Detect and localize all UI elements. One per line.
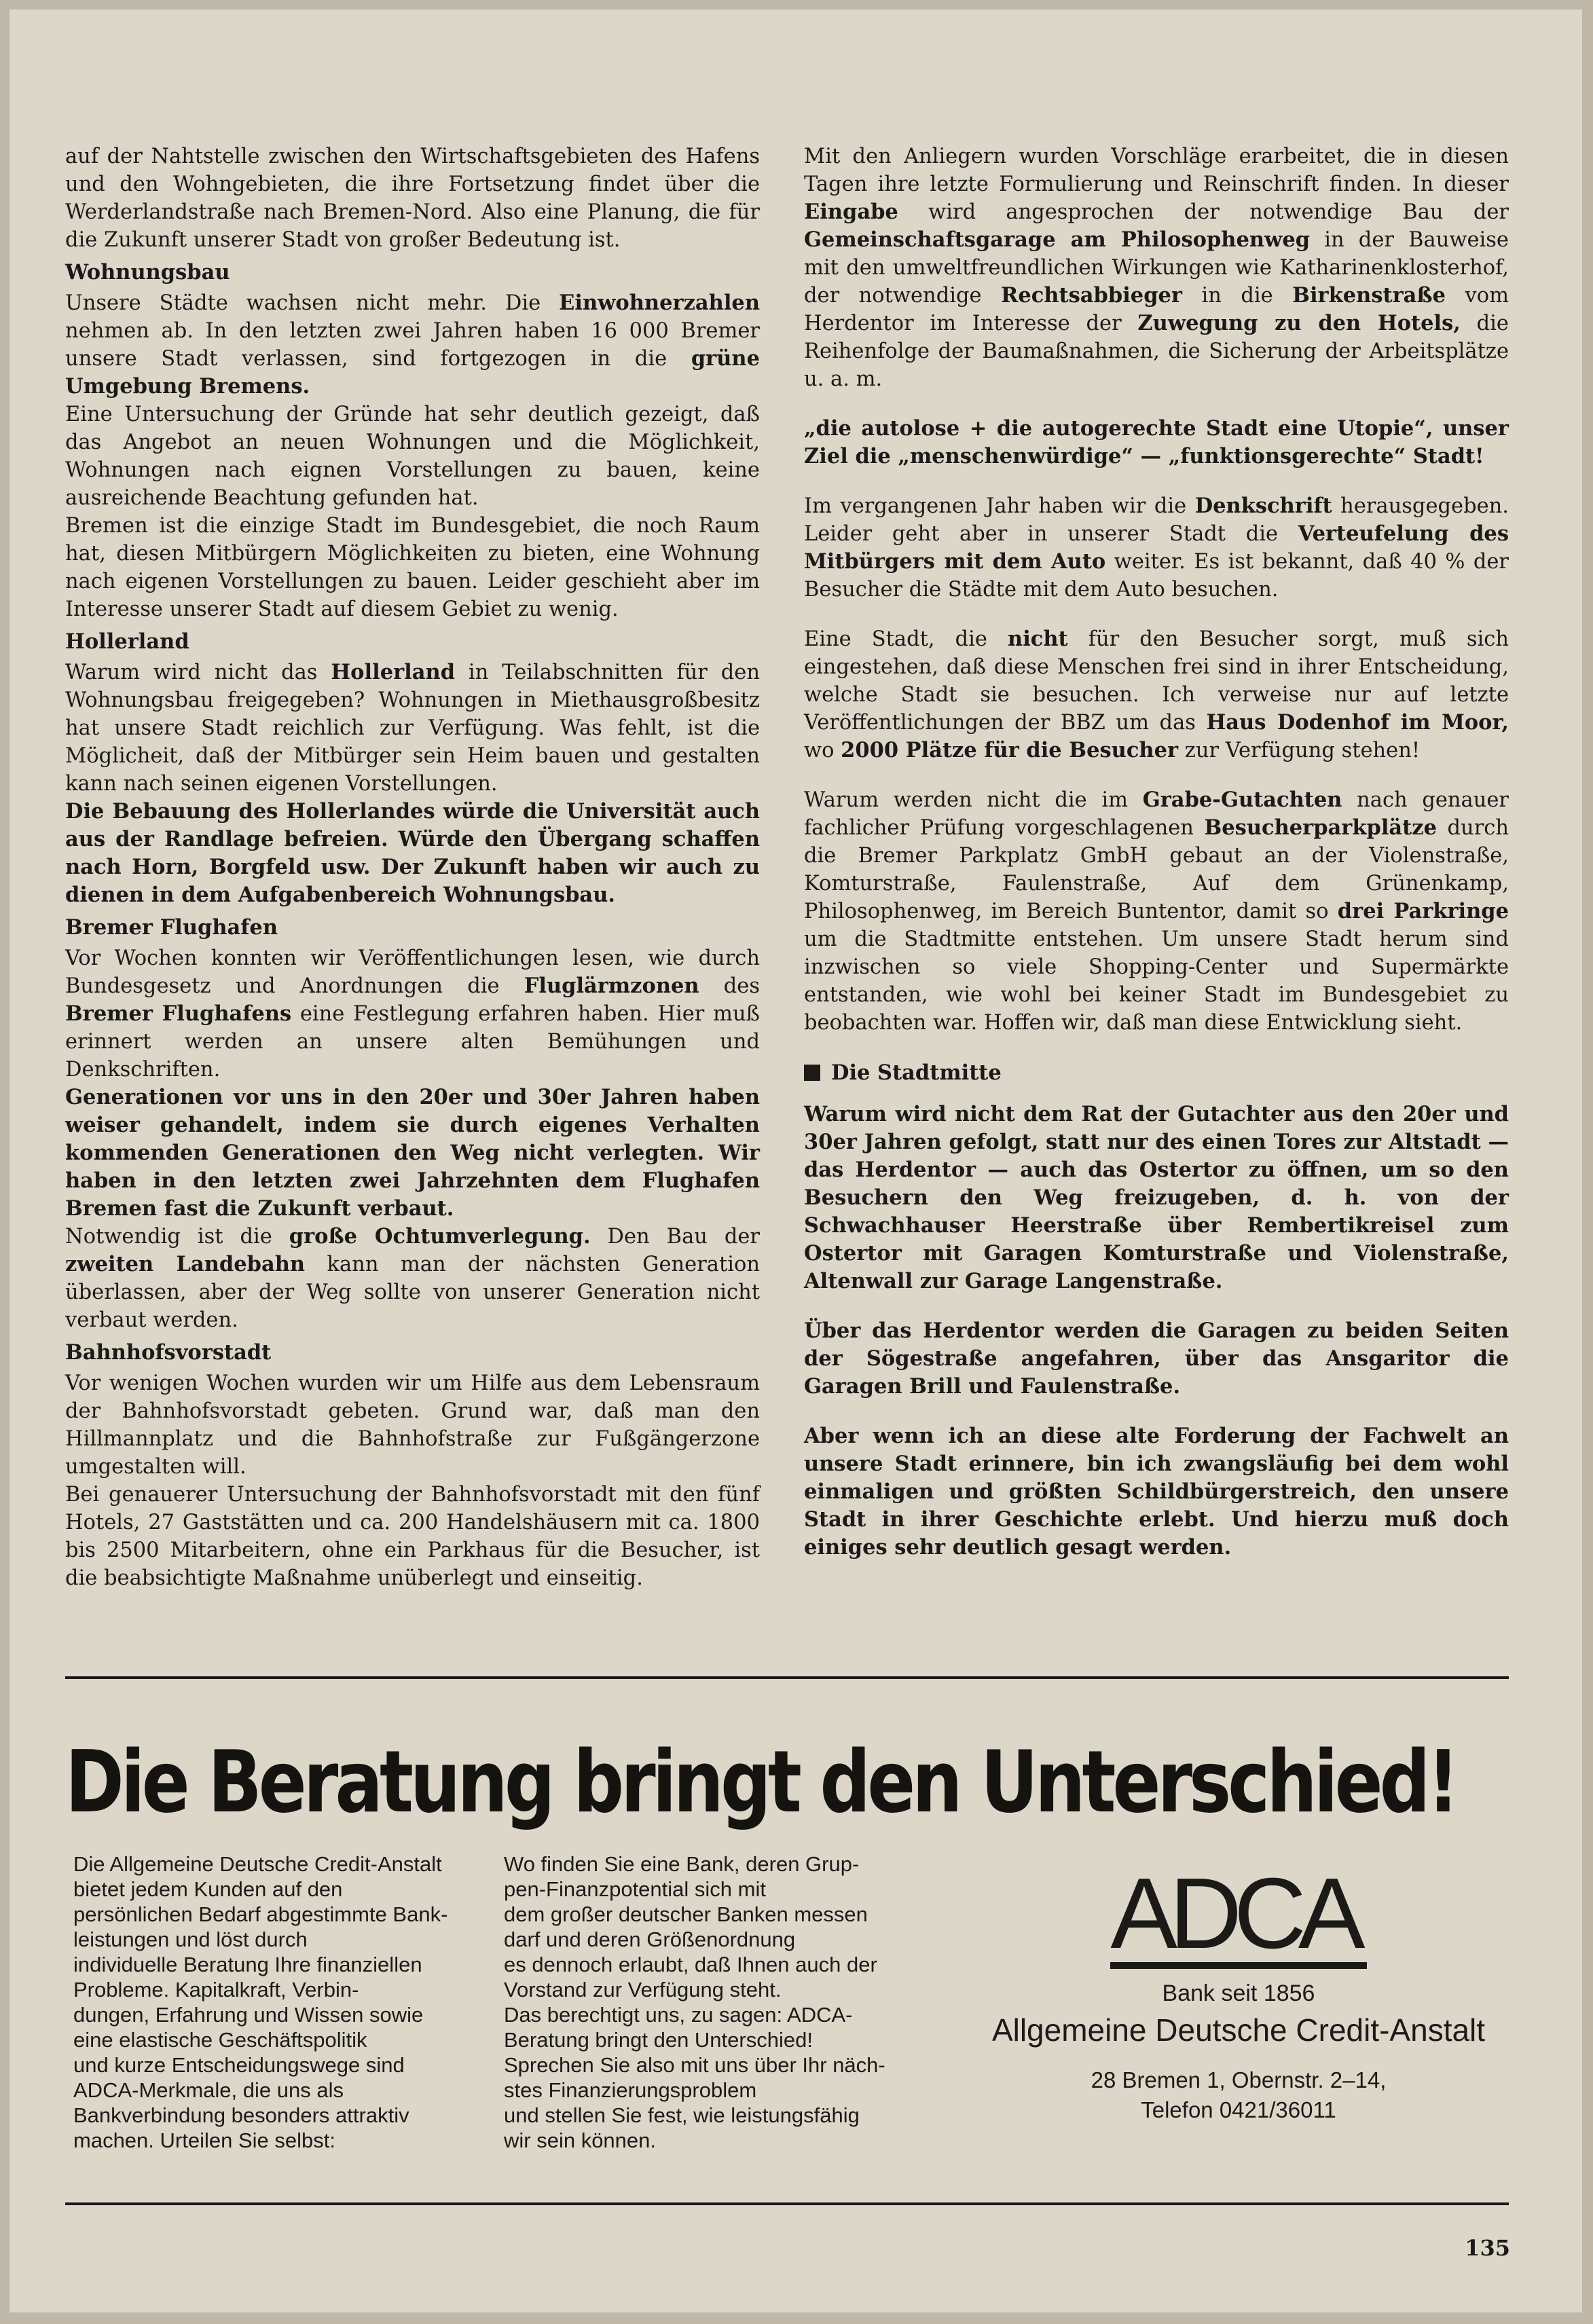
ad-text-line: pen-Finanzpotential sich mit xyxy=(504,1877,766,1901)
anlieger-paragraph: Mit den Anliegern wurden Vorschläge erarbeitet, die in diesen Tagen ihre letzte Formulierung und Reinschrift finden. In dieser Eingabe wird angesprochen der notwendige Bau der Gemeinschaftsgarage am Philosophenweg in der Bauweise mit den umweltfreundlichen Wirkungen wie Katharinenklosterhof, der notwendige Rechtsabbieger in die Birkenstraße vom Herdentor im Interesse der Zuwegung zu den Hotels, die Reihenfolge der Baumaßnahmen, die Sicherung der Arbeitsplätze u. a. m. xyxy=(804,145,1509,391)
ad-text-line: Wo finden Sie eine Bank, deren Grup- xyxy=(504,1852,860,1876)
hollerland-paragraph-1: Warum wird nicht das Hollerland in Teilabschnitten für den Wohnungsbau freigegeben? Wohnungen in Miethausgroßbesitz hat unsere Stadt reichlich zur Verfügung. Was fehlt, ist die Möglicheit, daß der Mitbürger sein Heim bauen und gestalten kann nach seinen eigenen Vorstellungen. xyxy=(65,660,760,796)
ad-text-column-1 xyxy=(73,1851,508,2153)
wohnungsbau-paragraph-3: Bremen ist die einzige Stadt im Bundesgebiet, die noch Raum hat, diesen Mitbürgern Möglichkeiten zu bieten, eine Wohnung nach eigenen Vorstellungen zu bauen. Leider geschieht aber im Interesse unserer Stadt auf diesem Gebiet zu wenig. xyxy=(65,514,760,621)
ad-text-line: dungen, Erfahrung und Wissen sowie xyxy=(73,2003,424,2027)
ad-text-line: Sprechen Sie also mit uns über Ihr näch- xyxy=(504,2053,885,2077)
wohnungsbau-paragraph-1: Unsere Städte wachsen nicht mehr. Die Einwohnerzahlen nehmen ab. In den letzten zwei Jahren haben 16 000 Bremer unsere Stadt verlassen, sind fortgezogen in die grüne Umgebung Bremens. xyxy=(65,291,760,399)
ad-text-line: stes Finanzierungsproblem xyxy=(504,2078,757,2102)
ad-text-line: individuelle Beratung Ihre finanziellen xyxy=(73,1953,422,1976)
bahnhof-paragraph-2: Bei genauerer Untersuchung der Bahnhofsvorstadt mit den fünf Hotels, 27 Gaststätten und ca. 200 Handelshäusern mit ca. 1800 bis 2500 Mitarbeitern, ohne ein Parkhaus für die Besucher, ist die beabsichtigte Maßnahme unüberlegt und einseitig. xyxy=(65,1483,760,1590)
ad-text-line: Bankverbindung besonders attraktiv xyxy=(73,2103,409,2127)
ad-text-line: Vorstand zur Verfügung steht. xyxy=(504,1978,782,2002)
besucher-paragraph: Eine Stadt, die nicht für den Besucher sorgt, muß sich eingestehen, daß diese Menschen frei sind in ihrer Entscheidung, welche Stadt sie besuchen. Ich verweise nur auf letzte Veröffentlichungen der BBZ um das Haus Dodenhof im Moor, wo 2000 Plätze für die Besucher zur Verfügung stehen! xyxy=(804,627,1509,762)
ad-text-line: machen. Urteilen Sie selbst: xyxy=(73,2128,335,2152)
ad-headline: Die Beratung bringt den Unterschied! xyxy=(65,1732,1457,1832)
heading-wohnungsbau: Wohnungsbau xyxy=(65,260,230,284)
magazine-page xyxy=(10,10,1582,2312)
hollerland-paragraph-2: Die Bebauung des Hollerlandes würde die Universität auch aus der Randlage befreien. Würde den Übergang schaffen nach Horn, Borgfeld usw. Der Zukunft haben wir auch zu dienen in dem Aufgabenbereich Wohnungsbau. xyxy=(65,799,760,907)
ad-text-line: Das berechtigt uns, zu sagen: ADCA- xyxy=(504,2003,853,2027)
flughafen-paragraph-3: Notwendig ist die große Ochtumverlegung. Den Bau der zweiten Landebahn kann man der nächsten Generation überlassen, aber der Weg sollte von unserer Generation nicht verbaut werden. xyxy=(65,1224,760,1332)
slogan-paragraph: „die autolose + die autogerechte Stadt eine Utopie“, unser Ziel die „menschenwürdige“ — „funktionsgerechte“ Stadt! xyxy=(804,416,1509,468)
heading-stadtmitte: Die Stadtmitte xyxy=(804,1058,1509,1087)
ad-text-line: es dennoch erlaubt, daß Ihnen auch der xyxy=(504,1953,877,1976)
address-line-2: Telefon 0421/36011 xyxy=(1141,2097,1336,2122)
ad-text-line: persönlichen Bedarf abgestimmte Bank- xyxy=(73,1902,448,1926)
intro-paragraph: auf der Nahtstelle zwischen den Wirtschaftsgebieten des Hafens und den Wohngebieten, die ihre Fortsetzung findet über die Werderlandstraße nach Bremen-Nord. Also eine Planung, die für die Zukunft unserer Stadt von großer Bedeutung ist. xyxy=(65,145,760,252)
heading-hollerland: Hollerland xyxy=(65,629,189,654)
flughafen-paragraph-2: Generationen vor uns in den 20er und 30er Jahren haben weiser gehandelt, indem sie durch eigenes Verhalten kommenden Generationen den Weg nicht verlegten. Wir haben in den letzten zwei Jahrzehnten dem Flughafen Bremen fast die Zukunft verbaut. xyxy=(65,1085,760,1221)
stadtmitte-paragraph-1: Warum wird nicht dem Rat der Gutachter aus den 20er und 30er Jahren gefolgt, statt nur des einen Tores zur Altstadt — das Herdentor — auch das Ostertor zu öffnen, um so den Besuchern den Weg freizugeben, d. h. von der Schwachhauser Heerstraße über Rembertikreisel zum Ostertor mit Garagen Komturstraße und Violenstraße, Altenwall zur Garage Langenstraße. xyxy=(804,1102,1509,1293)
divider-top xyxy=(65,1676,1509,1679)
denkschrift-paragraph: Im vergangenen Jahr haben wir die Denkschrift herausgegeben. Leider geht aber in unserer Stadt die Verteufelung des Mitbürgers mit dem Auto weiter. Es ist bekannt, daß 40 % der Besucher die Städte mit dem Auto besuchen. xyxy=(804,494,1509,602)
address-line-1: 28 Bremen 1, Obernstr. 2–14, xyxy=(1091,2067,1387,2092)
ad-text-line: leistungen und löst durch xyxy=(73,1928,308,1951)
flughafen-paragraph-1: Vor Wochen konnten wir Veröffentlichungen lesen, wie durch Bundesgesetz und Anordnungen die Fluglärmzonen des Bremer Flughafens eine Festlegung erfahren haben. Hier muß erinnert werden an unsere alten Bemühungen und Denkschriften. xyxy=(65,946,760,1082)
bank-name: Allgemeine Deutsche Credit-Anstalt xyxy=(991,2012,1486,2048)
ad-text-line: ADCA-Merkmale, die uns als xyxy=(73,2078,344,2102)
bank-address xyxy=(933,2065,1544,2125)
bank-since: Bank seit 1856 xyxy=(1162,1980,1315,2006)
ad-text-line: Beratung bringt den Unterschied! xyxy=(504,2028,813,2052)
ad-text-line: und kurze Entscheidungswege sind xyxy=(73,2053,405,2077)
heading-flughafen: Bremer Flughafen xyxy=(65,915,278,940)
stadtmitte-paragraph-3: Aber wenn ich an diese alte Forderung der Fachwelt an unsere Stadt erinnere, bin ich zwangsläufig bei dem wohl einmaligen und größten Schildbürgerstreich, den unsere Stadt in ihrer Geschichte erlebt. Und hierzu muß doch einiges sehr deutlich gesagt werden. xyxy=(804,1424,1509,1560)
bahnhof-paragraph-1: Vor wenigen Wochen wurden wir um Hilfe aus dem Lebensraum der Bahnhofsvorstadt gebeten. Grund war, daß man den Hillmannplatz und die Bahnhofstraße zur Fußgängerzone umgestalten will. xyxy=(65,1371,760,1479)
divider-bottom xyxy=(65,2202,1509,2205)
left-article-column xyxy=(65,143,760,1592)
page-number: 135 xyxy=(1465,2235,1510,2261)
ad-text-line: wir sein können. xyxy=(504,2128,657,2152)
ad-text-line: Die Allgemeine Deutsche Credit-Anstalt xyxy=(73,1852,442,1876)
heading-bahnhofsvorstadt: Bahnhofsvorstadt xyxy=(65,1340,272,1365)
adca-logo: ADCA xyxy=(1110,1870,1366,1969)
right-article-column xyxy=(804,143,1509,1562)
ad-text-line: dem großer deutscher Banken messen xyxy=(504,1902,868,1926)
ad-text-line: darf und deren Größenordnung xyxy=(504,1928,796,1951)
adca-logo-block xyxy=(933,1858,1544,1970)
ad-text-line: eine elastische Geschäftspolitik xyxy=(73,2028,367,2052)
ad-text-line: Probleme. Kapitalkraft, Verbin- xyxy=(73,1978,359,2002)
ad-text-column-2 xyxy=(504,1851,938,2153)
stadtmitte-paragraph-2: Über das Herdentor werden die Garagen zu beiden Seiten der Sögestraße angefahren, über das Ansgaritor die Garagen Brill und Faulenstraße. xyxy=(804,1318,1509,1399)
ad-text-line: und stellen Sie fest, wie leistungsfähig xyxy=(504,2103,860,2127)
wohnungsbau-paragraph-2: Eine Untersuchung der Gründe hat sehr deutlich gezeigt, daß das Angebot an neuen Wohnungen und die Möglichkeit, Wohnungen nach eignen Vorstellungen zu bauen, keine ausreichende Beachtung gefunden hat. xyxy=(65,403,760,510)
ad-text-line: bietet jedem Kunden auf den xyxy=(73,1877,343,1901)
square-bullet-icon xyxy=(804,1065,820,1081)
parkplatz-paragraph: Warum werden nicht die im Grabe-Gutachten nach genauer fachlicher Prüfung vorgeschlagenen Besucherparkplätze durch die Bremer Parkplatz GmbH gebaut an der Violenstraße, Komturstraße, Faulenstraße, Auf dem Grünenkamp, Philosophenweg, im Bereich Buntentor, damit so drei Parkringe um die Stadtmitte entstehen. Um unsere Stadt herum sind inzwischen so viele Shopping-Center und Supermärkte entstanden, wie wohl bei keiner Stadt im Bundesgebiet zu beobachten war. Hoffen wir, daß man diese Entwicklung sieht. xyxy=(804,788,1509,1035)
